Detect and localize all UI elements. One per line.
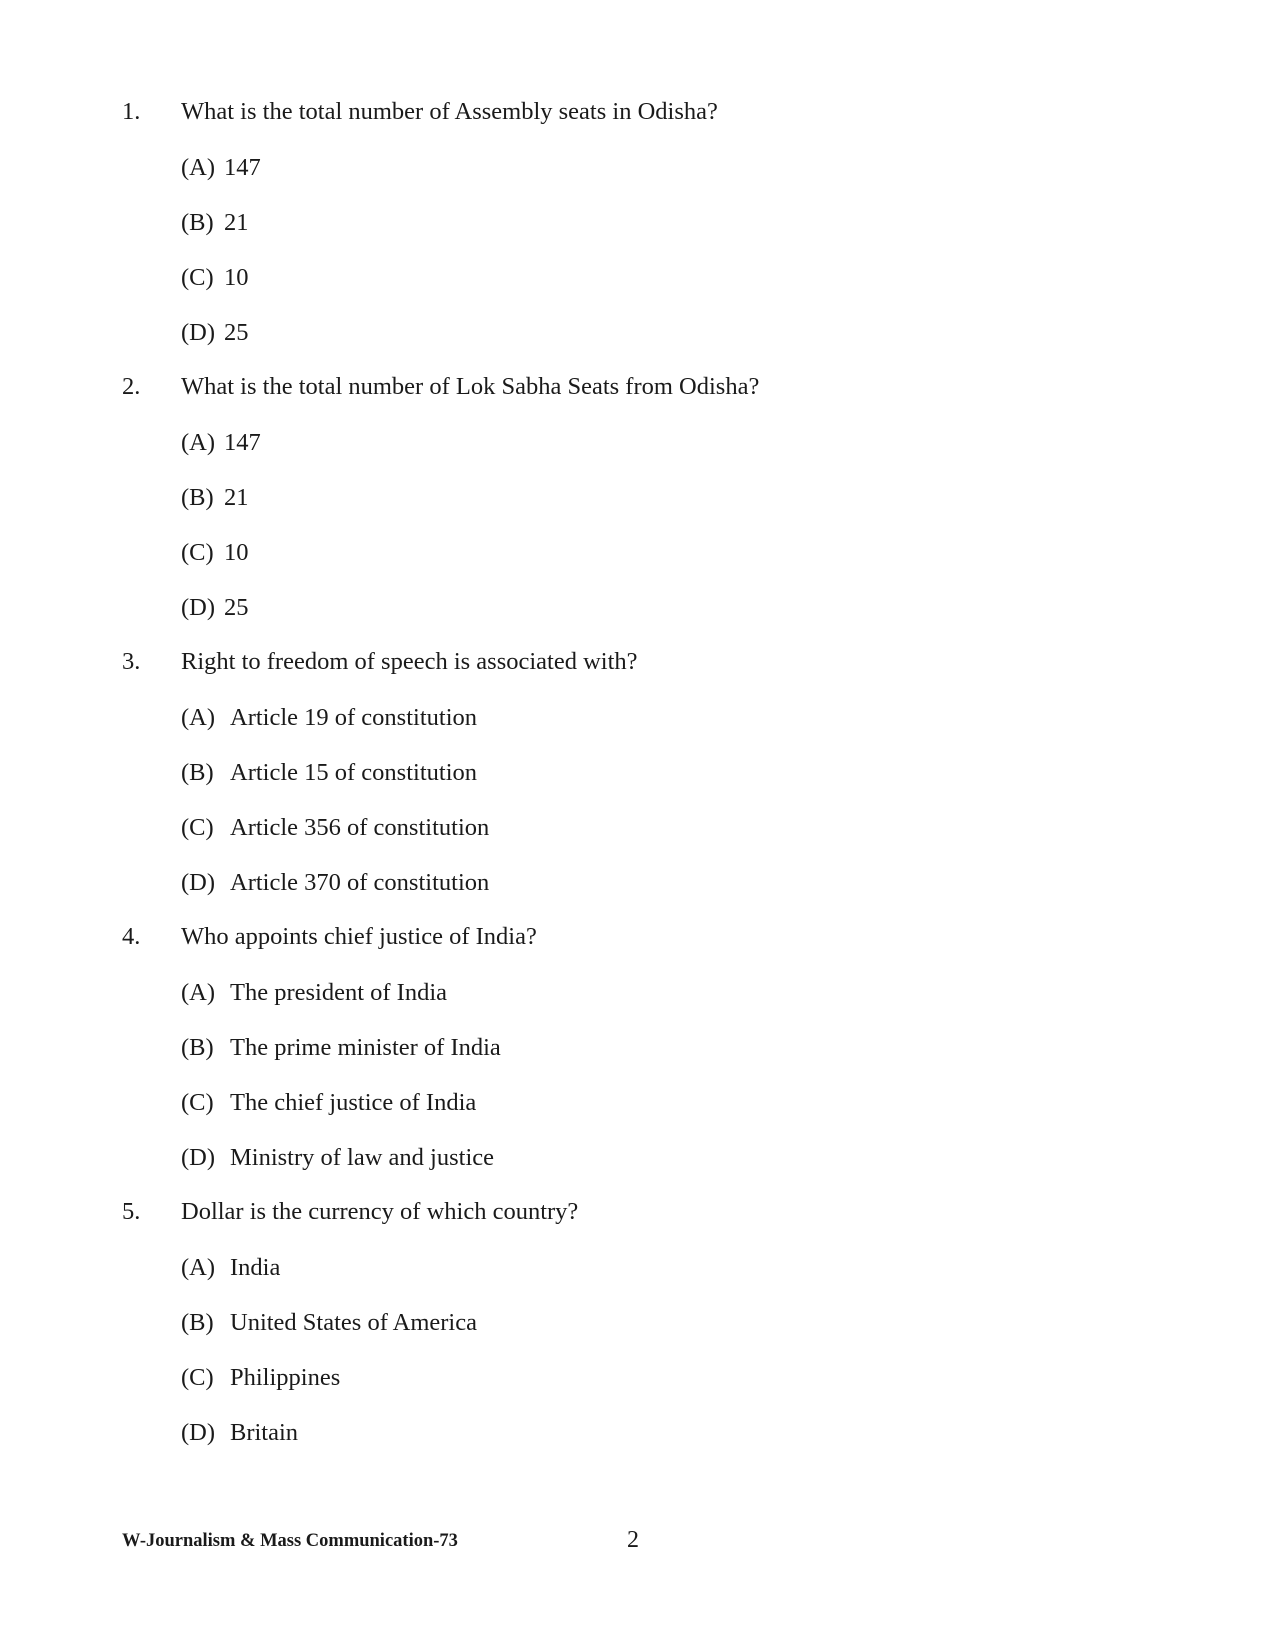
option-b xyxy=(0,1020,1275,1075)
option-label: (A) xyxy=(181,1254,216,1281)
option-b xyxy=(0,470,1275,525)
option-text: 21 xyxy=(224,209,249,236)
option-text: The president of India xyxy=(230,979,448,1006)
option-text: 147 xyxy=(224,154,261,181)
option-text: Article 19 of constitution xyxy=(230,704,477,731)
option-label: (B) xyxy=(181,484,214,511)
option-text: Ministry of law and justice xyxy=(230,1144,495,1171)
option-label: (A) xyxy=(181,154,216,181)
question-3 xyxy=(0,634,1275,910)
question-2 xyxy=(0,359,1275,635)
option-label: (D) xyxy=(181,1419,216,1446)
option-text: Article 15 of constitution xyxy=(230,759,477,786)
option-label: (B) xyxy=(181,1034,214,1061)
option-label: (A) xyxy=(181,429,216,456)
question-text: What is the total number of Assembly seats in Odisha? xyxy=(181,98,718,125)
option-label: (B) xyxy=(181,759,214,786)
option-text: The chief justice of India xyxy=(230,1089,477,1116)
option-d xyxy=(0,855,1275,910)
option-text: 21 xyxy=(224,484,249,511)
option-label: (C) xyxy=(181,1089,214,1116)
option-text: United States of America xyxy=(230,1309,477,1336)
question-line xyxy=(0,359,1275,415)
question-number: 4. xyxy=(122,923,141,950)
option-label: (C) xyxy=(181,1364,214,1391)
paper-code: W-Journalism & Mass Communication-73 xyxy=(122,1531,458,1551)
question-line xyxy=(0,909,1275,965)
option-label: (D) xyxy=(181,594,216,621)
option-text: Article 370 of constitution xyxy=(230,869,490,896)
option-label: (C) xyxy=(181,814,214,841)
question-1 xyxy=(0,84,1275,360)
option-a xyxy=(0,1240,1275,1295)
option-text: 10 xyxy=(224,539,249,566)
question-number: 2. xyxy=(122,373,141,400)
option-text: Philippines xyxy=(230,1364,341,1391)
option-label: (D) xyxy=(181,319,216,346)
option-b xyxy=(0,745,1275,800)
option-d xyxy=(0,305,1275,360)
option-b xyxy=(0,195,1275,250)
option-label: (C) xyxy=(181,539,214,566)
question-text: What is the total number of Lok Sabha Seats from Odisha? xyxy=(181,373,760,400)
question-line xyxy=(0,634,1275,690)
option-d xyxy=(0,580,1275,635)
question-4 xyxy=(0,909,1275,1185)
question-number: 5. xyxy=(122,1198,141,1225)
option-label: (A) xyxy=(181,979,216,1006)
page-number: 2 xyxy=(627,1527,639,1553)
option-text: 25 xyxy=(224,319,249,346)
option-b xyxy=(0,1295,1275,1350)
option-a xyxy=(0,965,1275,1020)
option-label: (D) xyxy=(181,1144,216,1171)
question-text: Right to freedom of speech is associated with? xyxy=(181,648,638,675)
option-a xyxy=(0,140,1275,195)
option-d xyxy=(0,1130,1275,1185)
option-text: The prime minister of India xyxy=(230,1034,501,1061)
option-label: (D) xyxy=(181,869,216,896)
question-text: Dollar is the currency of which country? xyxy=(181,1198,579,1225)
option-label: (C) xyxy=(181,264,214,291)
option-label: (B) xyxy=(181,209,214,236)
option-text: 147 xyxy=(224,429,261,456)
option-label: (A) xyxy=(181,704,216,731)
question-5 xyxy=(0,1184,1275,1460)
option-c xyxy=(0,525,1275,580)
option-text: Article 356 of constitution xyxy=(230,814,490,841)
option-text: Britain xyxy=(230,1419,299,1446)
option-a xyxy=(0,415,1275,470)
option-c xyxy=(0,250,1275,305)
option-d xyxy=(0,1405,1275,1460)
option-c xyxy=(0,1350,1275,1405)
question-text: Who appoints chief justice of India? xyxy=(181,923,537,950)
option-a xyxy=(0,690,1275,745)
option-label: (B) xyxy=(181,1309,214,1336)
question-line xyxy=(0,1184,1275,1240)
option-text: 25 xyxy=(224,594,249,621)
question-number: 3. xyxy=(122,648,141,675)
option-c xyxy=(0,800,1275,855)
question-line xyxy=(0,84,1275,140)
question-number: 1. xyxy=(122,98,141,125)
option-text: 10 xyxy=(224,264,249,291)
option-text: India xyxy=(230,1254,281,1281)
option-c xyxy=(0,1075,1275,1130)
